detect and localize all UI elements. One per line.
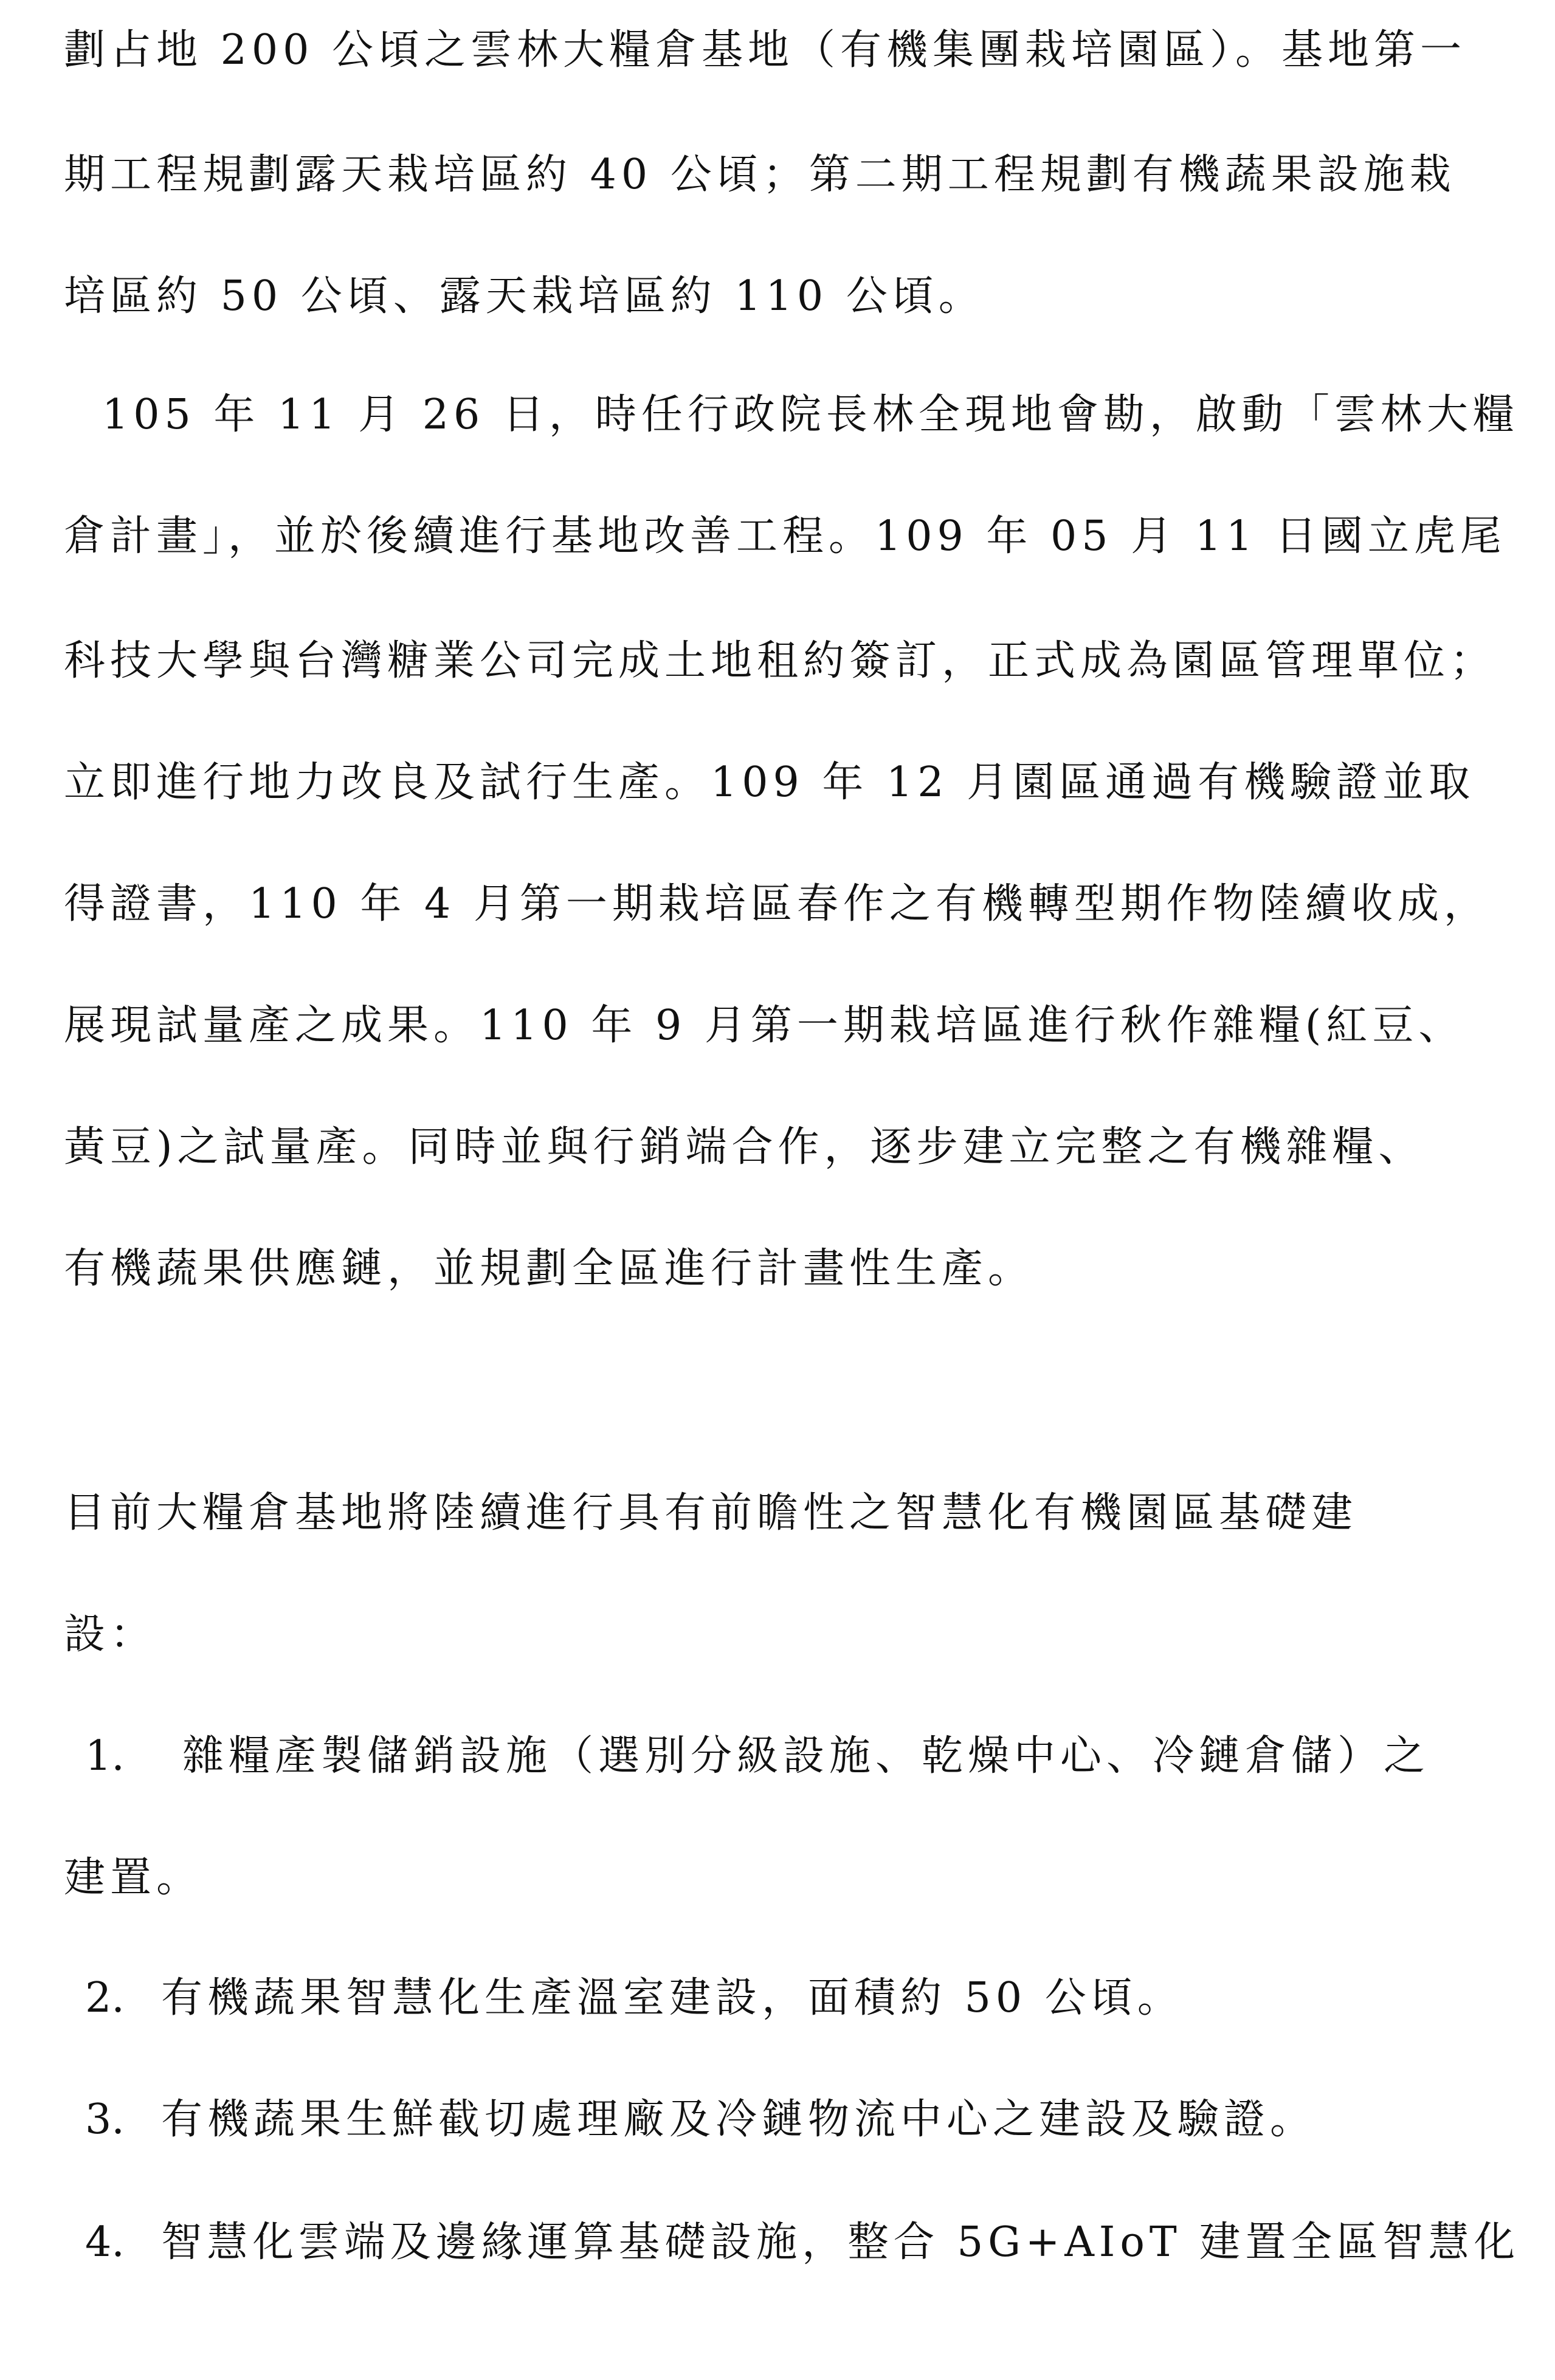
paragraph-2-line-2: 倉計畫」，並於後續進行基地改善工程。109 年 05 月 11 日國立虎尾 bbox=[64, 512, 1506, 560]
list-item-3-line-1: 有機蔬果生鮮截切處理廠及冷鏈物流中心之建設及驗證。 bbox=[161, 2096, 1317, 2144]
paragraph-2-line-4: 立即進行地力改良及試行生產。109 年 12 月園區通過有機驗證並取 bbox=[64, 758, 1475, 807]
paragraph-2-line-7: 黃豆)之試量產。同時並與行銷端合作，逐步建立完整之有機雜糧、 bbox=[64, 1123, 1425, 1171]
paragraph-2-line-3: 科技大學與台灣糖業公司完成土地租約簽訂，正式成為園區管理單位； bbox=[64, 637, 1497, 685]
list-item-1-line-1: 雜糧產製儲銷設施（選別分級設施、乾燥中心、冷鏈倉儲）之 bbox=[182, 1732, 1430, 1780]
list-item-2-number: 2. bbox=[85, 1974, 125, 2022]
list-item-4-line-1: 智慧化雲端及邊緣運算基礎設施，整合 5G+AIoT 建置全區智慧化 bbox=[161, 2218, 1520, 2266]
paragraph-2-line-6: 展現試量產之成果。110 年 9 月第一期栽培區進行秋作雜糧(紅豆、 bbox=[64, 1002, 1465, 1050]
list-item-2-line-1: 有機蔬果智慧化生產溫室建設，面積約 50 公頃。 bbox=[161, 1974, 1184, 2022]
paragraph-3-line-2: 設： bbox=[64, 1611, 157, 1659]
list-item-4-number: 4. bbox=[85, 2218, 125, 2266]
paragraph-2-line-5: 得證書，110 年 4 月第一期栽培區春作之有機轉型期作物陸續收成， bbox=[64, 880, 1490, 928]
list-item-3-number: 3. bbox=[85, 2096, 125, 2144]
paragraph-2-line-1: 105 年 11 月 26 日，時任行政院長林全現地會勘，啟動「雲林大糧 bbox=[102, 391, 1519, 439]
paragraph-2-line-8: 有機蔬果供應鏈，並規劃全區進行計畫性生產。 bbox=[64, 1245, 1035, 1293]
paragraph-3-line-1: 目前大糧倉基地將陸續進行具有前瞻性之智慧化有機園區基礎建 bbox=[64, 1489, 1358, 1537]
paragraph-1-line-3: 培區約 50 公頃、露天栽培區約 110 公頃。 bbox=[64, 272, 985, 320]
list-item-1-line-2: 建置。 bbox=[64, 1854, 203, 1902]
paragraph-1-line-1: 劃占地 200 公頃之雲林大糧倉基地（有機集團栽培園區）。基地第一 bbox=[64, 26, 1467, 74]
list-item-1-number: 1. bbox=[85, 1732, 125, 1780]
paragraph-1-line-2: 期工程規劃露天栽培區約 40 公頃；第二期工程規劃有機蔬果設施栽 bbox=[64, 151, 1456, 199]
